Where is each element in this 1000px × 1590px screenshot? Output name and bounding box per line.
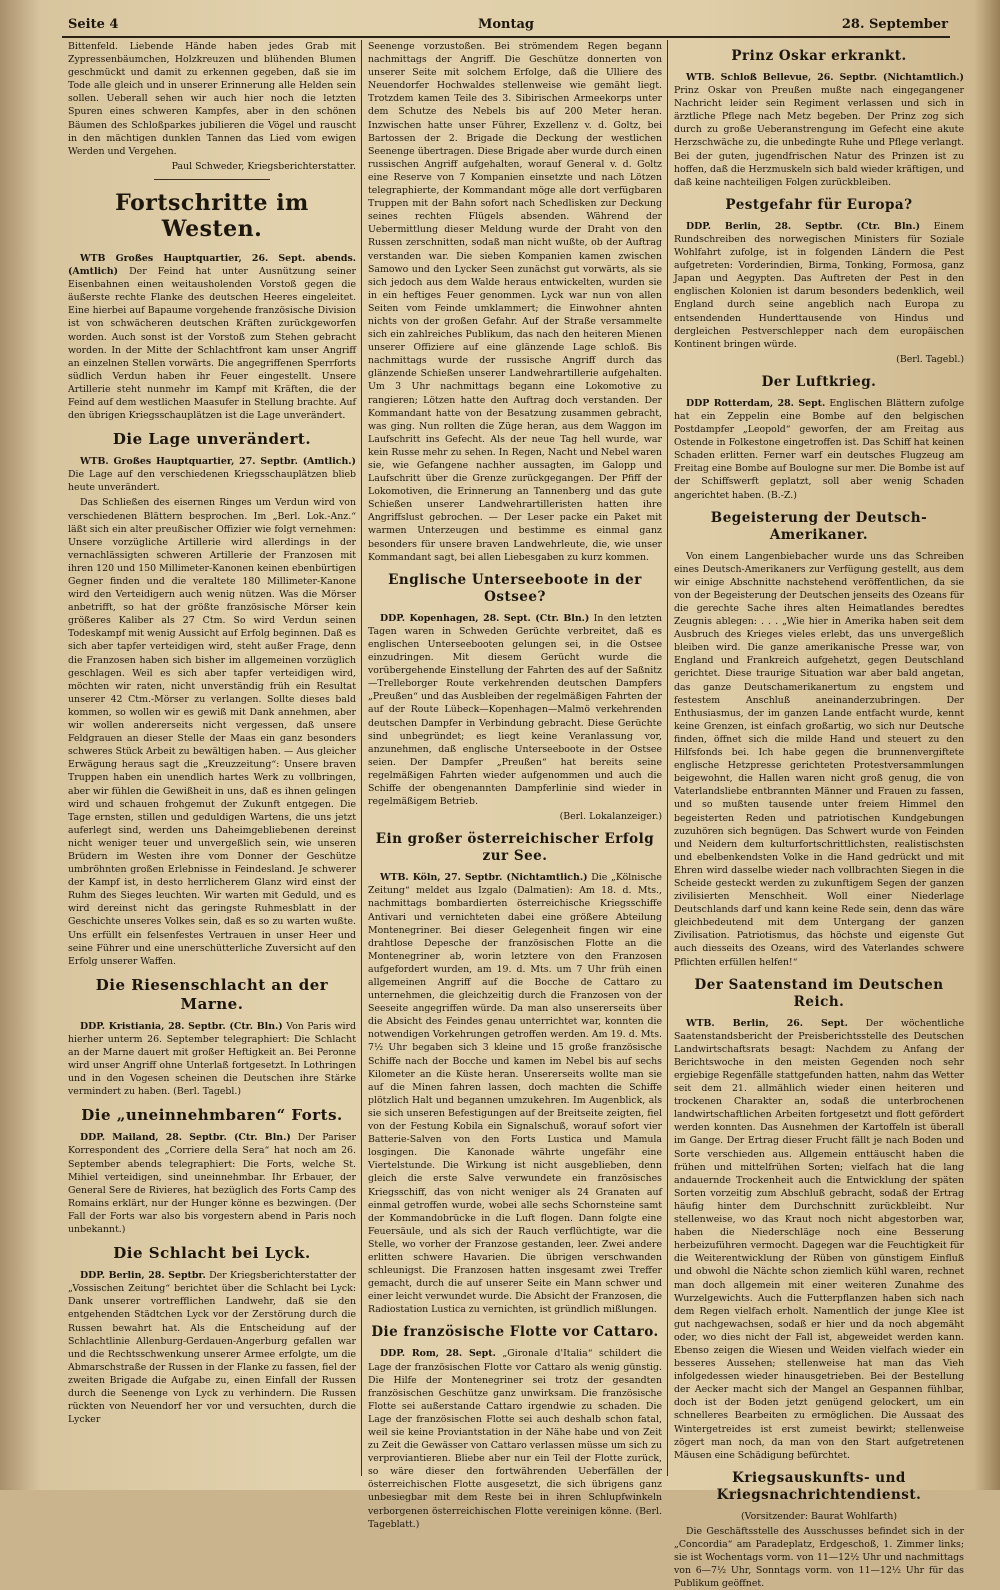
headline-flotte-cattaro: Die französische Flotte vor Cattaro. xyxy=(371,1324,659,1341)
article-body: Von einem Langenbiebacher wurde uns das Schreiben eines Deutsch-Amerikaners zur Verfügung gestellt, aus dem wir einige Abschnitte nachstehend veröffentlichen, da sie von der Begeisterung der Deutschen jenseits des Ozeans für die gerechte Sache ihres alten Heimatlandes beredtes Zeugnis ablegen: . . . „Wie hier in Amerika haben seit dem Ausbruch des Krieges vieles erlebt, das uns unvergeßlich bleiben wird. Die ganze amerikanische Presse war, von England und Frankreich aufgehetzt, gegen Deutschland gerichtet. Diese traurige Situation war aber bald angetan, das ganze Deutschamerikanertum zu engstem und festestem Anschluß aneinanderzubringen. Der Enthusiasmus, der im ganzen Lande entfacht wurde, kennt keine Grenzen, ist einfach großartig, wo sich nur Deutsche finden, öffnet sich die milde Hand und steuert zu den Hilfsfonds bei. Ich habe gegen die brunnenvergiftete englische Hetzpresse gerichteten Protestversammlungen beigewohnt, die Hallen waren nicht groß genug, die von Vaterlandsliebe entbrannten Männer und Frauen zu fassen, und so mußten tausende unter freiem Himmel den begeisterten Reden und patriotischen Kundgebungen zuzuhören sich begnügen. Das Schwert wurde von Feinden und Neidern dem kulturfortschrittlichsten, realistischsten und ebelbenkendsten Volke in die Hand gedrückt und mit Ehren wird dasselbe wieder nach vollbrachten Siegen in die Scheide gesteckt werden zu zukunftigem Segen der ganzen zivilisierten Menschheit. Woll einer Niederlage Deutschlands darf und kann keine Rede sein, denn das wäre gleichbedeutend mit dem Untergang der ganzen Zivilisation. Patriotismus, das höchste und eigenste Gut auch diesseits des Ozeans, wird des Vaterlandes schwere Pflichten erfüllen helfen!“ xyxy=(674,550,964,968)
dateline: DDP. Rom, 28. Sept. xyxy=(380,1348,496,1360)
headline-saatenstand: Der Saatenstand im Deutschen Reich. xyxy=(694,976,944,1010)
article-body: In den letzten Tagen waren in Schweden Gerüchte verbreitet, daß es englischen Unterseebooten gelungen sei, in die Ostsee einzudringen. Mit diesem Gerücht wurde die vorübergehende Einstellung der Fahrten des auf der Saßnitz—Trelleborger Route verkehrenden deutschen Dampfers „Preußen“ und das Ausbleiben der regelmäßigen Fahrten der auf der Route Lübeck—Kopenhagen—Malmö verkehrenden deutschen Dampfer in Verbindung gebracht. Diese Gerüchte sind unbegründet; es liegt keine Veranlassung vor, anzunehmen, daß englische Unterseeboote in der Ostsee seien. Der Dampfer „Preußen“ hat bereits seine regelmäßigen Fahrten wieder aufgenommen und auch die Schiffe der obengenannten Dampferlinie sind wieder in regelmäßigem Betrieb. xyxy=(368,612,663,808)
headline-prinz-oskar: Prinz Oskar erkrankt. xyxy=(731,48,907,64)
source-credit: (Berl. Tagebl.) xyxy=(173,1086,242,1098)
column-rule xyxy=(361,40,362,1476)
dateline: WTB. Großes Hauptquartier, 27. Septbr. (Amtlich.) xyxy=(80,456,356,468)
article-body: Das Schließen des eisernen Ringes um Verdun wird von verschiedenen Blättern besprochen. Im „Berl. Lok.-Anz.“ läßt sich ein alter preußischer Offizier wie folgt vernehmen: Unsere vorzügliche Artillerie wird allerdings in der vernachlässigten schweren Artillerie der Franzosen mit ihren 120 und 150 Millimeter-Kanonen keinen ebenbürtigen Gegner finden und die veraltete 180 Millimeter-Kanone wird den Verteidigern auch wenig nützen. Was die Mörser anbetrifft, so hat der größte französische Mörser kein größeres Kaliber als 27 Ctm. So wird Verdun seinen Todeskampf mit wenig Aussicht auf Erfolg beginnen. Daß es sich aber tapfer verteidigen wird, steht außer Frage, denn die Franzosen haben sich bisher im allgemeinen vorzüglich geschlagen. Weil es sich aber tapfer verteidigen wird, möchten wir raten, nicht unverständig früh ein Resultat unserer 42 Ctm.-Mörser zu verlangen. Sollte dieses bald kommen, so wollen wir es gewiß mit Dank annehmen, aber wir wollen andererseits nicht vergessen, daß unsere Feldgrauen an dieser Stelle der Maas ein ganz besonders schweres Stück Arbeit zu bewältigen haben. — Aus gleicher Erwägung heraus sagt die „Kreuzzeitung“: Unsere braven Truppen haben ein unendlich hartes Werk zu vollbringen, aber wir fühlen die Gewißheit in uns, daß es ihnen gelingen wird und schauen frohgemut der Zukunft entgegen. Die Tage ernsten, stillen und geduldigen Wartens, die uns jetzt auferlegt sind, werden uns Daheimgebliebenen dereinst nicht weniger teuer und unvergeßlich sein, wie unseren Brüdern im Westen ihre vom Donner der Geschütze umbröhnten großen Erlebnisse in Feindesland. Je schwerer der Kampf ist, in desto herrlicherem Glanz wird einst der Ruhm des Sieges leuchten. Wir warten mit Geduld, und es wird dereinst nicht das geringste Ruhmesblatt in der Geschichte unseres Volkes sein, daß es so zu warten wußte. Uns erfüllt ein felsenfestes Vertrauen in unser Heer und seine Führer und eine unerschütterliche Zuversicht auf den Erfolg unserer Waffen. xyxy=(68,497,356,967)
headline-deutsch-amerikaner: Begeisterung der Deutsch-Amerikaner. xyxy=(710,509,928,543)
source-credit: (Berl. Lokalanzeiger.) xyxy=(559,811,662,823)
headline-unterseeboote: Englische Unterseeboote in der Ostsee? xyxy=(388,571,642,605)
dateline: DDP Rotterdam, 28. Sept. xyxy=(686,397,826,409)
column-rule xyxy=(667,40,668,1476)
article-body: Prinz Oskar von Preußen mußte nach eingegangener Nachricht leider sein Regiment verlassen und sich in ärztliche Pflege nach Metz begeben. Der Prinz zog sich durch zu große Ueberanstrengung im Gefecht eine akute Herzschwäche zu, die unbedingte Ruhe und Pflege verlangt. Bei der guten, jugendfrischen Natur des Prinzen ist zu hoffen, daß die Herzmuskeln sich bald wieder kräftigen, und daß keine nachteiligen Folgen zurückbleiben. xyxy=(674,85,964,188)
source-credit: (Berl. Tagebl.) xyxy=(896,353,964,365)
article-body: Die Lage auf den verschiedenen Kriegsschauplätzen blieb heute unverändert. xyxy=(68,469,356,494)
headline-lyck: Die Schlacht bei Lyck. xyxy=(113,1244,311,1263)
article-continuation: Seenenge vorzustoßen. Bei strömendem Regen begann nachmittags der Angriff. Die Geschütze donnerten von unserer Seite mit solchem Erfolge, daß die Ulliere des Neuendorfer Hochwaldes stellenweise wie gemäht liegt. Trotzdem kamen Teile des 3. Sibirischen Armeekorps unter dem Schutze des Nebels bis auf 200 Meter heran. Inzwischen hatte unser Führer, Exzellenz v. d. Goltz, bei Bartossen der 2. Brigade die Deckung der westlichen Seenenge übertragen. Diese Brigade aber wurde durch einen russischen Angriff aufgehalten, worauf General v. d. Goltz eine Reserve von 7 Kompanien einsetzte und nach Lötzen telegraphierte, der Kommandant möge alle dort verfügbaren Truppen mit der Bahn sofort nach Schedlisken zur Deckung seines rechten Flügels absenden. Während der Uebermittlung dieser Meldung wurde der Draht von den Russen zerschnitten, sodaß man nicht wußte, ob der Auftrag verstanden war. Die sieben Kompanien kamen zwischen Samowo und den Lycker Seen zunächst gut vorwärts, als sie sich jedoch aus dem Walde heraus entwickelten, wurden sie in ein heftiges Feuer genommen. Lyck war nun von allen Seiten vom Feinde umklammert; die Einwohner ahnten nichts von der großen Gefahr. Auf der Straße versammelte sich ein zahlreiches Publikum, das nach den heiteren Mienen unserer Offiziere auf eine glänzende Lage schloß. Bis nachmittags wurde der russische Angriff durch das glänzende Schießen unserer Landwehrartillerie aufgehalten. Um 3 Uhr nachmittags begann eine Lokomotive zu rangieren; Lötzen hatte den Auftrag doch verstanden. Der Kommandant hatte von der Besatzung zusammen gebracht, was ging. Nun rollten die Züge heran, aus dem Waggon im Laufschritt ins Gefecht. Als der neue Tag hell wurde, war kein Russe mehr zu sehen. In Regen, Nacht und Nebel waren sie, wie Gefangene nachher aussagten, im Galopp und Laufschritt über die Grenze zurückgegangen. Der Pfiff der Lokomotiven, die Erinnerung an Tannenberg und das gute Schießen unserer Landwehrartilleristen hatten ihre Angriffslust gebrochen. — Der Leser packe ein Paket mit warmen Unterzeugen und bestimme es einmal ganz besonders für unsere braven Landwehrleute, die, wie unser Kommandant sagt, bei allen Liebesgaben zu kurz kommen. xyxy=(368,41,662,563)
article-continuation: Bittenfeld. Liebende Hände haben jedes Grab mit Zypressenbäumchen, Holzkreuzen und blühenden Blumen geschmückt und damit zu erkennen gegeben, daß sie im Tode alle gleich und in unserer Erinnerung alle Helden sein sollen. Ueberall sehen wir auch hier noch die letzten Spuren eines schweren Kampfes, aber in den schönen Bäumen des Schloßparkes jubilieren die Vögel und rauscht in den mächtigen dunklen Tannen das Lied vom ewigen Werden und Vergehen. xyxy=(68,41,356,157)
article-body: Die Geschäftsstelle des Ausschusses befindet sich in der „Concordia“ am Paradeplatz, Erdgeschoß, 1. Zimmer links; sie ist Wochentags vorm. von 11—12½ Uhr und nachmittags von 6—7½ Uhr, Sonntags vorm. von 11—12½ Uhr für das Publikum geöffnet. xyxy=(674,1525,964,1590)
article-body: „Gironale d'Italia“ schildert die Lage der französischen Flotte vor Cattaro als wenig günstig. Die Hilfe der Montenegriner sei trotz der gesandten französischen Geschütze ganz unwirksam. Die französische Flotte sei außerstande Cattaro irgendwie zu schaden. Die Lage der französischen Flotte sei auch deshalb schon fatal, weil sie keine Proviantstation in der Nähe habe und von Zeit zu Zeit die Gewässer von Cattaro verlassen müsse um sich zu verproviantieren. Bliebe aber nur ein Teil der Flotte zurück, so wäre dieser den fortwährenden Ueberfällen der österreichischen Flotte ausgesetzt, die sich übrigens ganz unbesiegbar mit dem Reste bei in ihren Schlupfwinkeln verborgenen österreichischen Flotte vereinigen könne. xyxy=(368,1348,663,1517)
headline-erfolg-see: Ein großer österreichischer Erfolg zur See. xyxy=(375,831,655,865)
dateline: DDP. Berlin, 28. Septbr. xyxy=(80,1270,206,1282)
article-body: Der Pariser Korrespondent des „Corriere della Sera“ hat noch am 26. September abends telegraphiert: Die Forts, welche St. Mihiel verteidigen, sind uneinnehmbar. Ihr Erbauer, der General Sere de Rivieres, hat bezüglich des Forts Camp des Romains erklärt, nur der Hunger könne es bezwingen. (Der Fall der Forts war also bis vorgestern abend in Paris noch unbekannt.) xyxy=(68,1132,356,1236)
dateline: WTB Großes Hauptquartier, 26. Sept. abends. (Amtlich) xyxy=(68,252,356,278)
subheading: (Vorsitzender: Baurat Wohlfarth) xyxy=(741,1510,897,1522)
article-body: Die „Kölnische Zeitung“ meldet aus Izgalo (Dalmatien): Am 18. d. Mts., nachmittags bombardierten österreichische Kriegsschiffe Antivari und vernichteten dabei eine größere Abteilung Montenegriner. Bei dieser Gelegenheit fingen wir eine drahtlose Depesche der französischen Flotte an die Montenegriner ab, worin letztere von den Franzosen aufgefordert wurden, am 19. d. Mts. um 7 Uhr früh einen allgemeinen Angriff auf die Bocche de Cattaro zu unternehmen, die gleichzeitig durch die Franzosen von der Seeseite angegriffen würde. Da man also unsererseits über die Absicht des Feindes genau unterrichtet war, konnten die notwendigen Vorkehrungen getroffen werden. Am 19. d. Mts. 7½ Uhr begaben sich 3 kleine und 15 große französische Schiffe nach der Bocche und kamen im Nebel bis auf sechs Kilometer an die Küste heran. Unsererseits wollte man sie auf die Minen fahren lassen, doch machten die Schiffe plötzlich Halt und begannen umzukehren. Im Augenblick, als sie sich unseren Befestigungen auf der Breitseite zeigten, fiel von der Festung Kobila ein Signalschuß, worauf sofort vier Batterie-Salven von den Forts Lustica und Mamula losgingen. Die Kanonade währte ungefähr eine Viertelstunde. Die Wirkung ist nicht ausgeblieben, denn gleich die erste Salve verwundete ein französisches Kriegsschiff, das von nicht weniger als 24 Granaten auf einmal getroffen wurde, wobei alle sechs Schornsteine samt der Kommandobrücke in die Luft flogen. Dann folgte eine Feuersäule, und als sich der Rauch verflüchtigte, war die Stelle, wo vorher der Franzose gestanden, leer. Zwei andere erlitten schwere Havarien. Die übrigen verschwanden schleunigst. Die Franzosen hatten insgesamt zwei Treffer gemacht, durch die auf unserer Seite ein Mann schwer und einer leicht verwundet wurde. Die Absicht der Franzosen, die Radiostation Lustica zu vernichten, ist gründlich mißlungen. xyxy=(368,872,662,1316)
headline-kriegsauskunft: Kriegsauskunfts- und Kriegsnachrichtendienst. xyxy=(716,1469,922,1503)
page-right-shadow xyxy=(974,0,1000,1490)
article-body: Der Feind hat unter Ausnützung seiner Eisenbahnen einen weitausholenden Vorstoß gegen die äußerste rechte Flanke des deutschen Heeres eingeleitet. Eine hierbei auf Bapaume vorgehende französische Division ist von schwächeren deutschen Kräften zurückgeworfen worden. Auch sonst ist der Vorstoß zum Stehen gebracht worden. In der Mitte der Schlachtfront kam unser Angriff an einzelnen Stellen vorwärts. Die angegriffenen Sperrforts südlich Verdun haben ihr Feuer eingestellt. Unsere Artillerie steht nunmehr im Kampf mit Kräften, die der Feind auf dem westlichen Maasufer in Stellung brachte. Auf den übrigen Kriegsschauplätzen ist die Lage unverändert. xyxy=(68,266,356,422)
dateline: WTB. Köln, 27. Septbr. (Nichtamtlich.) xyxy=(380,872,588,884)
weekday: Montag xyxy=(477,17,535,32)
article-body: Der Kriegsberichterstatter der „Vossischen Zeitung“ berichtet über die Schlacht bei Lyck: Dank unserer vortrefflichen Landwehr, daß sie den entgehenden Städtchen Lyck vor der Zerstörung durch die Russen bewahrt hat. Als die Entscheidung auf der Schlachtlinie Allenburg-Gerdauen-Angerburg gefallen war und die Rechtsschwenkung unserer Armee erfolgte, um die Abmarschstraße der Russen in der Flanke zu fassen, fiel der zweiten Brigade die Aufgabe zu, einen Einfall der Russen durch die Seenenge von Lyck zu verhindern. Die Russen rückten von Neuendorf her vor und versuchten, durch die Lycker xyxy=(68,1270,357,1426)
headline-forts: Die „uneinnehmbaren“ Forts. xyxy=(81,1106,343,1125)
column-1 xyxy=(68,40,356,1478)
dateline: WTB. Schloß Bellevue, 26. Septbr. (Nichtamtlich.) xyxy=(686,72,964,83)
page-number: Seite 4 xyxy=(68,17,119,32)
dateline: DDP. Mailand, 28. Septbr. (Ctr. Bln.) xyxy=(80,1132,291,1144)
column-3 xyxy=(674,40,965,1590)
headline-lage: Die Lage unverändert. xyxy=(112,430,312,449)
issue-date: 28. September xyxy=(841,17,948,32)
dateline: DDP. Kopenhagen, 28. Sept. (Ctr. Bln.) xyxy=(380,612,590,624)
dateline: DDP. Berlin, 28. Septbr. (Ctr. Bln.) xyxy=(686,220,921,232)
dateline: WTB. Berlin, 26. Sept. xyxy=(686,1017,848,1029)
article-body: Der wöchentliche Saatenstandsbericht der Preisberichtsstelle des Deutschen Landwirtschaftsrats besagt: Nachdem zu Anfang der Berichtswoche in den meisten Gegenden noch sehr ergiebige Regenfälle stattgefunden hatten, nahm das Wetter seit dem 21. allmählich wieder einen heiteren und trockenen Charakter an, sodaß die unterbrochenen landwirtschaftlichen Arbeiten fortgesetzt und flott gefördert werden konnten. Das Ausnehmen der Kartoffeln ist überall im Gange. Der Ertrag dieser Frucht fällt je nach Boden und Sorte verschieden aus. Allgemein enttäuscht haben die frühen und mittelfrühen Sorten; vielfach hat die lang andauernde Trockenheit auch die Entwicklung der späten Sorten vorzeitig zum Abschluß gebracht, sodaß der Ertrag häufig hinter dem Durchschnitt zurückbleibt. Nur stellenweise, wo das Kraut noch nicht abgestorben war, haben die Niederschläge noch eine Besserung herbeizuführen vermocht. Dagegen war die Feuchtigkeit für die Weiterentwicklung der Rüben von günstigem Einfluß und obwohl die Nächte schon ziemlich kühl waren, rechnet man doch allgemein mit einer weiteren Zunahme des Wurzelgewichts. Auch die Futterpflanzen haben sich nach dem Regen vielfach erholt. Namentlich der junge Klee ist gut nachgewachsen, sodaß er hier und da noch abgemäht oder, wo dies nicht der Fall ist, abgeweidet werden kann. Ebenso zeigen die Wiesen und Weiden vielfach wieder ein besseres Aussehen; stellenweise hat man das Vieh infolgedessen wieder hinausgetrieben. Bei der Bestellung der Aecker macht sich der Mangel an Gespannen fühlbar, doch ist der Boden jetzt genügend gelockert, um ein schnelleres Bearbeiten zu ermöglichen. Die Aussaat des Wintergetreides ist erst zumeist bewirkt; stellenweise zögert man noch, da man von den Start aufgetretenen Mäusen eine Schädigung befürchtet. xyxy=(674,1017,965,1461)
article-body: Englischen Blättern zufolge hat ein Zeppelin eine Bombe auf den belgischen Postdampfer „Leopold“ geworfen, der am Freitag aus Ostende in Folkestone eingetroffen ist. Das Schiff hat keinen Schaden erlitten. Ferner warf ein deutsches Flugzeug am Freitag eine Bombe auf Boulogne sur mer. Die Bombe ist auf der Schiffswerft geplatzt, soll aber wenig Schaden angerichtet haben. (B.-Z.) xyxy=(674,397,964,501)
source-credit: (Berl. Tageblatt.) xyxy=(368,1505,662,1530)
article-body: Von Paris wird hierher unterm 26. September telegraphiert: Die Schlacht an der Marne dauert mit großer Heftigkeit an. Bei Peronne wird unser Angriff ohne Unterlaß fortgesetzt. In Lothringen und in den Vogesen scheinen die Deutschen ihre Stärke vermindert zu haben. xyxy=(68,1020,356,1098)
headline-luftkrieg: Der Luftkrieg. xyxy=(761,373,877,390)
page-left-shadow xyxy=(0,0,40,1490)
dateline: DDP. Kristiania, 28. Septbr. (Ctr. Bln.) xyxy=(80,1020,283,1032)
masthead xyxy=(62,14,950,38)
headline-fortschritte: Fortschritte im Westen. xyxy=(115,189,309,242)
headline-marne: Die Riesenschlacht an der Marne. xyxy=(95,975,329,1013)
headline-pestgefahr: Pestgefahr für Europa? xyxy=(725,196,913,213)
article-body: Einem Rundschreiben des norwegischen Ministers für Soziale Wohlfahrt zufolge, ist in folgenden Ländern die Pest aufgetreten: Vorderindien, Birma, Tonking, Formosa, ganz Japan und Aegypten. Das Auftreten der Pest in den englischen Kolonien ist darum besonders bedenklich, weil England durch seine angeblich nach Europa zu entsendenden Hunderttausende von Hindus und dergleichen Pestverschlepper nach dem europäischen Kontinent bringen würde. xyxy=(674,220,964,350)
byline: Paul Schweder, Kriegsberichterstatter. xyxy=(171,160,356,172)
divider xyxy=(154,179,269,180)
column-2 xyxy=(368,40,663,1530)
